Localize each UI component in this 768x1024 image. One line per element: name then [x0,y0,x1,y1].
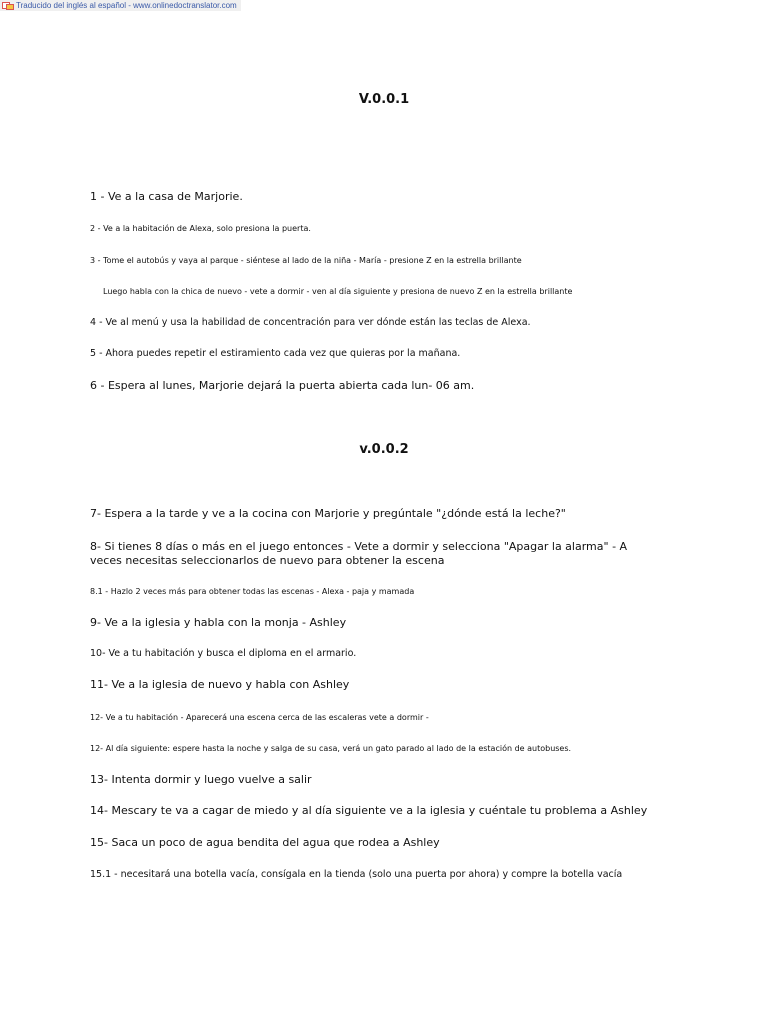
step-8: 8- Si tienes 8 días o más en el juego entonces - Vete a dormir y selecciona "Apagar la alarma" - A veces necesitas seleccionarlos de nuevo para obtener la escena [90,540,628,567]
step-9: 9- Ve a la iglesia y habla con la monja - Ashley [90,616,347,629]
step-15-1: 15.1 - necesitará una botella vacía, consígala en la tienda (solo una puerta por ahora) y compre la botella vacía [90,869,623,880]
step-3-continued: Luego habla con la chica de nuevo - vete a dormir - ven al día siguiente y presiona de nuevo Z en la estrella brillante [103,287,573,296]
translator-banner[interactable] [0,0,241,11]
step-12: 12- Ve a tu habitación - Aparecerá una escena cerca de las escaleras vete a dormir - [90,713,429,722]
version-heading-1: V.0.0.1 [358,92,410,107]
step-12-next-day: 12- Al día siguiente: espere hasta la noche y salga de su casa, verá un gato parado al lado de la estación de autobuses. [90,744,572,753]
step-11: 11- Ve a la iglesia de nuevo y habla con Ashley [90,678,350,691]
step-15: 15- Saca un poco de agua bendita del agua que rodea a Ashley [90,836,440,849]
step-2: 2 - Ve a la habitación de Alexa, solo presiona la puerta. [90,224,311,233]
version-heading-2: v.0.0.2 [359,442,409,457]
step-1: 1 - Ve a la casa de Marjorie. [90,190,243,203]
step-5: 5 - Ahora puedes repetir el estiramiento cada vez que quieras por la mañana. [90,348,461,359]
step-8-1: 8.1 - Hazlo 2 veces más para obtener todas las escenas - Alexa - paja y mamada [90,587,415,596]
step-7: 7- Espera a la tarde y ve a la cocina con Marjorie y pregúntale "¿dónde está la leche?" [90,507,566,520]
step-3: 3 - Tome el autobús y vaya al parque - siéntese al lado de la niña - María - presione Z en la estrella brillante [90,256,522,265]
step-14: 14- Mescary te va a cagar de miedo y al día siguiente ve a la iglesia y cuéntale tu problema a Ashley [90,804,648,817]
step-4: 4 - Ve al menú y usa la habilidad de concentración para ver dónde están las teclas de Alexa. [90,317,531,328]
translator-banner-link[interactable]: Traducido del inglés al español - www.onlinedoctranslator.com [16,1,237,10]
step-13: 13- Intenta dormir y luego vuelve a salir [90,773,312,786]
step-6: 6 - Espera al lunes, Marjorie dejará la puerta abierta cada lun- 06 am. [90,379,475,392]
step-10: 10- Ve a tu habitación y busca el diploma en el armario. [90,648,357,659]
translate-icon [2,2,14,10]
